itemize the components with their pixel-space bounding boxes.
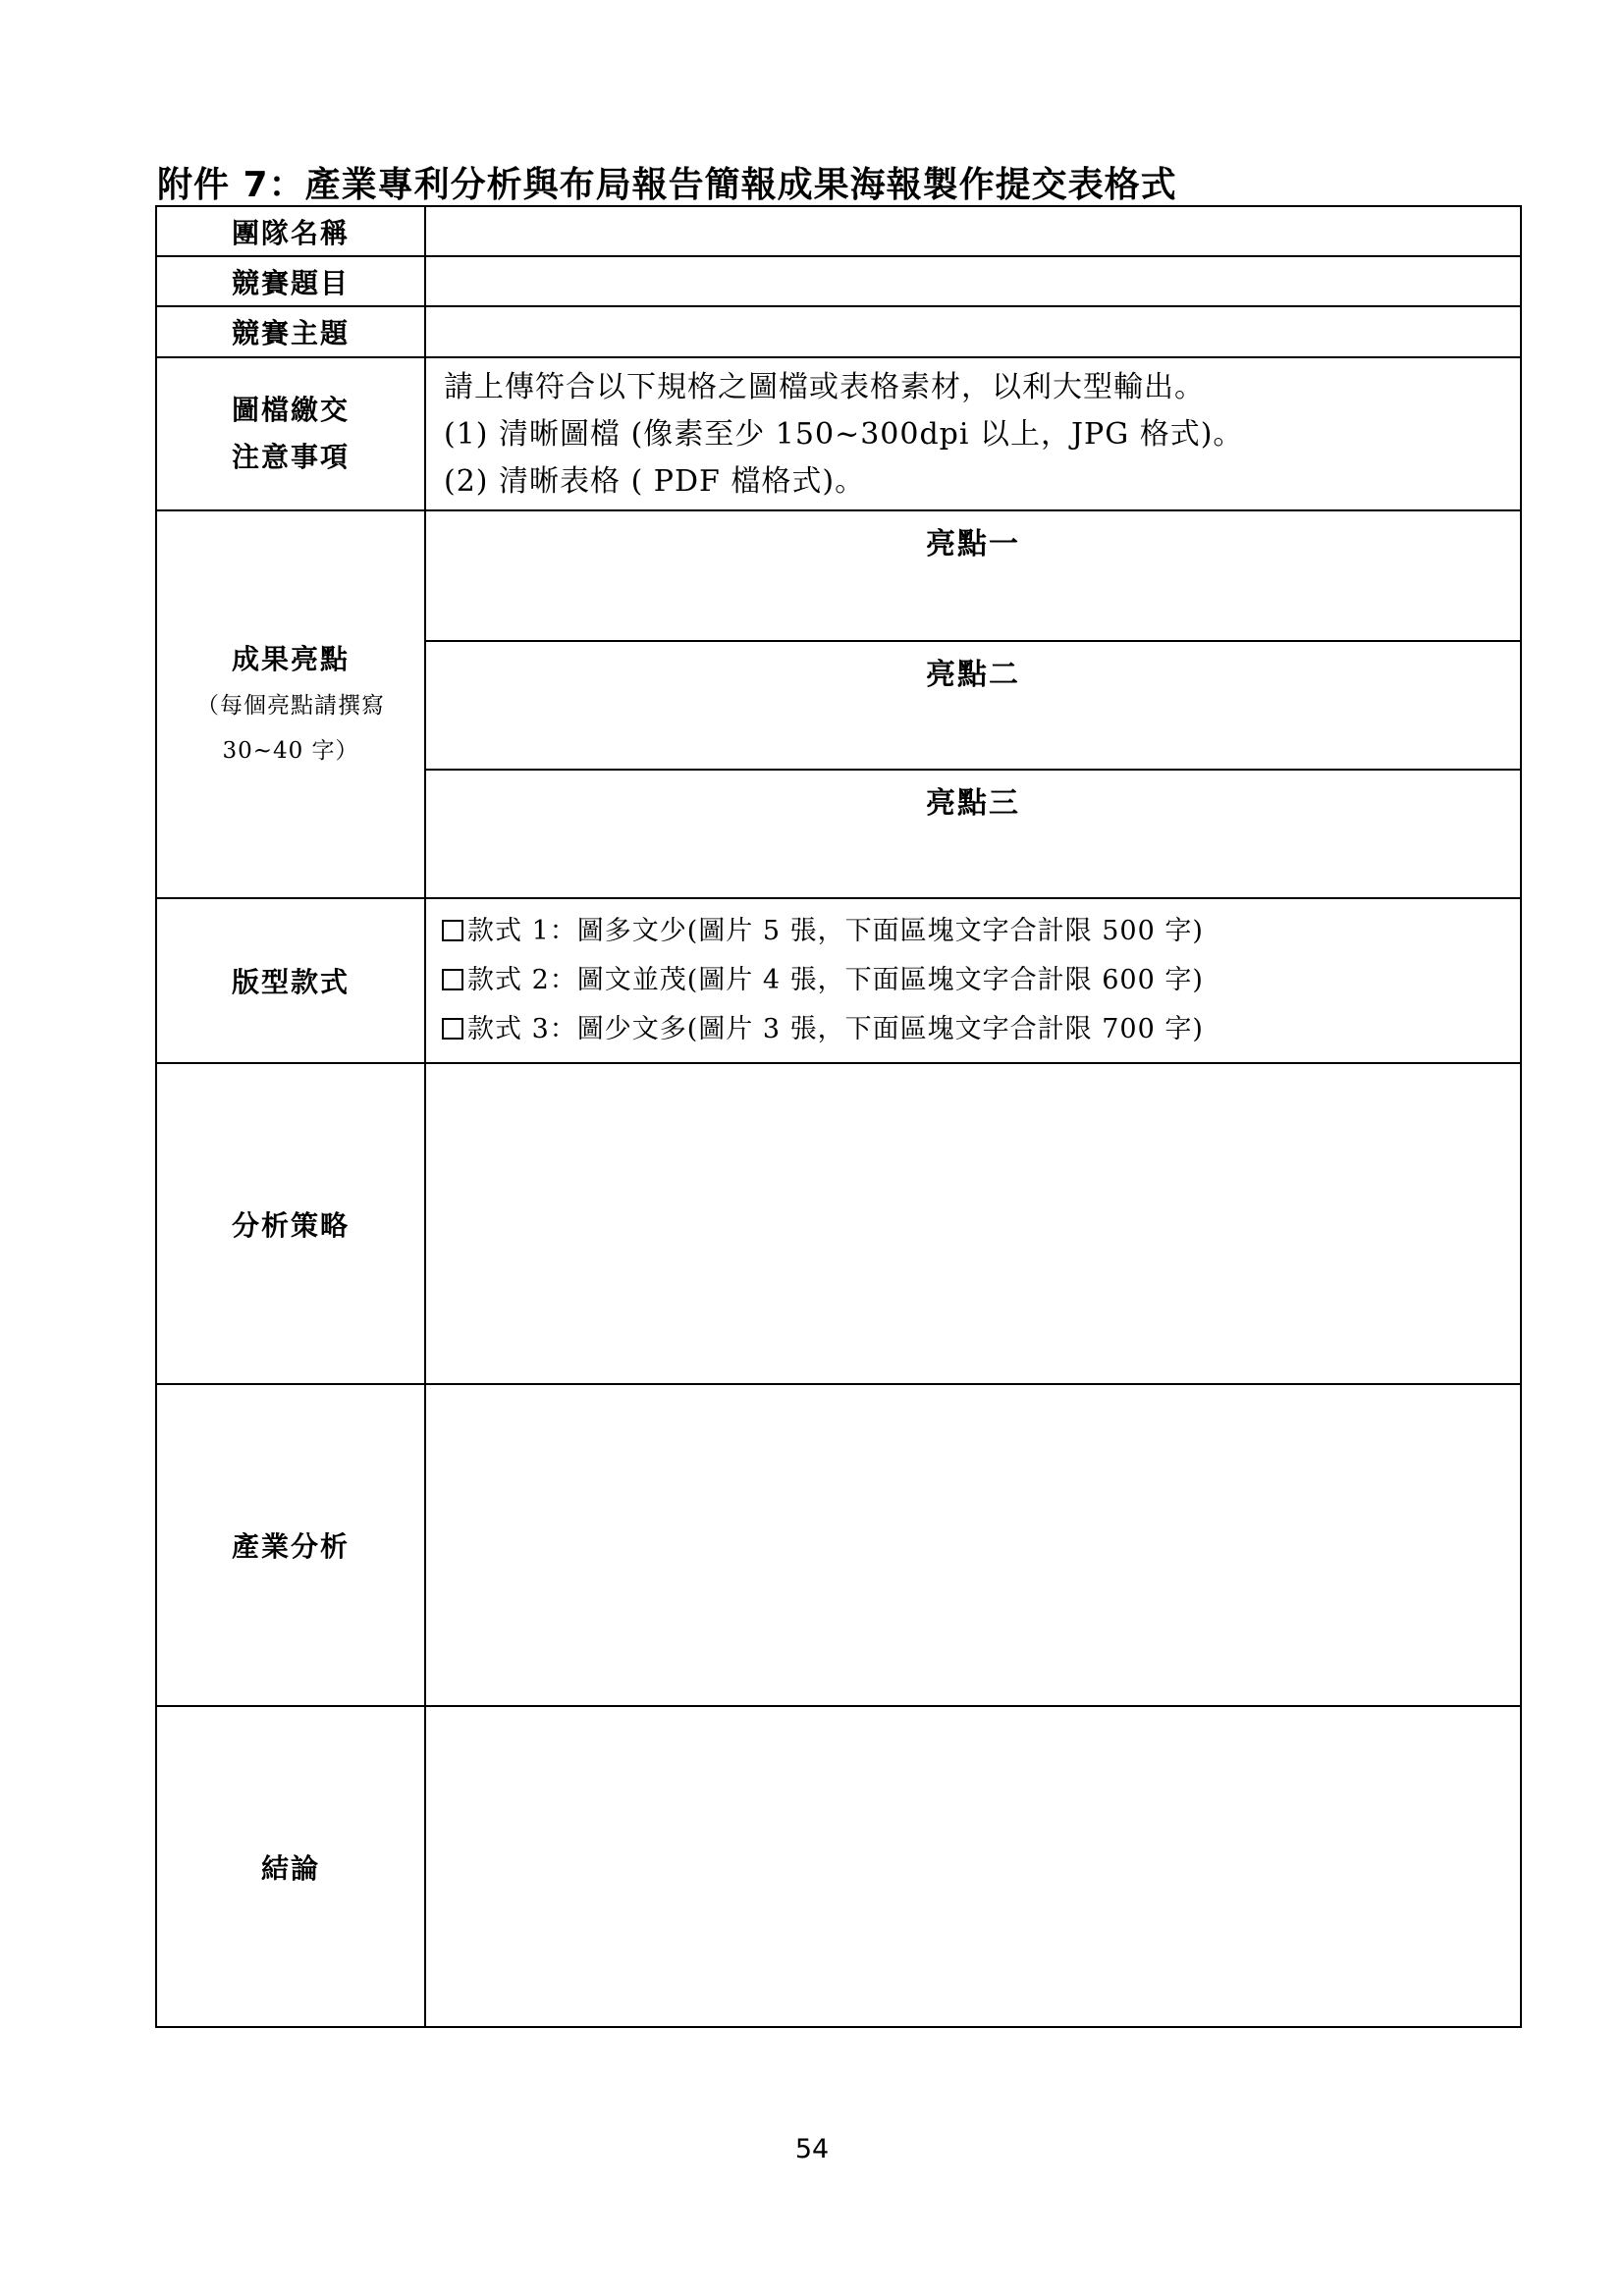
topic-field[interactable] bbox=[425, 256, 1521, 306]
file-notice-label bbox=[156, 357, 425, 510]
layout-style-options bbox=[425, 898, 1521, 1063]
strategy-row bbox=[156, 1063, 1521, 1384]
notice-line-table: (2) 清晰表格 ( PDF 檔格式)。 bbox=[444, 464, 866, 499]
highlight-2-title: 亮點二 bbox=[926, 658, 1020, 692]
layout-option-3[interactable] bbox=[442, 1005, 1520, 1054]
file-notice-row bbox=[156, 357, 1521, 510]
team-name-label: 團隊名稱 bbox=[156, 206, 425, 256]
highlight-2-box[interactable] bbox=[426, 640, 1520, 769]
layout-option-3-label: 款式 3：圖少文多(圖片 3 張，下面區塊文字合計限 700 字) bbox=[467, 1014, 1204, 1044]
notice-line-image: (1) 清晰圖檔 (像素至少 150~300dpi 以上，JPG 格式)。 bbox=[444, 417, 1244, 452]
theme-row bbox=[156, 306, 1521, 357]
notice-line-intro: 請上傳符合以下規格之圖檔或表格素材，以利大型輸出。 bbox=[444, 370, 1205, 404]
highlights-row bbox=[156, 510, 1521, 898]
industry-label: 產業分析 bbox=[156, 1384, 425, 1706]
highlights-note-line2: 30~40 字） bbox=[222, 737, 359, 764]
layout-option-1-label: 款式 1：圖多文少(圖片 5 張，下面區塊文字合計限 500 字) bbox=[467, 916, 1204, 946]
file-notice-label-line1: 圖檔繳交 bbox=[231, 394, 350, 426]
topic-label: 競賽題目 bbox=[156, 256, 425, 306]
submission-form-table bbox=[155, 205, 1522, 2028]
highlights-content bbox=[425, 510, 1521, 898]
theme-label: 競賽主題 bbox=[156, 306, 425, 357]
file-notice-content bbox=[425, 357, 1521, 510]
layout-option-2-label: 款式 2：圖文並茂(圖片 4 張，下面區塊文字合計限 600 字) bbox=[467, 965, 1204, 995]
file-notice-label-line2: 注意事項 bbox=[231, 441, 350, 473]
checkbox-option-3[interactable] bbox=[442, 1018, 463, 1040]
conclusion-label: 結論 bbox=[156, 1706, 425, 2027]
document-title: 附件 7：產業專利分析與布局報告簡報成果海報製作提交表格式 bbox=[157, 165, 1177, 205]
checkbox-option-2[interactable] bbox=[442, 969, 463, 990]
page-number: 54 bbox=[794, 2134, 830, 2164]
highlight-1-box[interactable] bbox=[426, 511, 1520, 640]
highlights-note-line1: （每個亮點請撰寫 bbox=[196, 692, 385, 719]
layout-option-2[interactable] bbox=[442, 956, 1520, 1005]
topic-row bbox=[156, 256, 1521, 306]
highlight-1-title: 亮點一 bbox=[926, 527, 1020, 561]
theme-field[interactable] bbox=[425, 306, 1521, 357]
layout-option-1[interactable] bbox=[442, 907, 1520, 956]
conclusion-row bbox=[156, 1706, 1521, 2027]
layout-style-label: 版型款式 bbox=[156, 898, 425, 1063]
team-name-field[interactable] bbox=[425, 206, 1521, 256]
checkbox-option-1[interactable] bbox=[442, 920, 463, 941]
strategy-label: 分析策略 bbox=[156, 1063, 425, 1384]
highlight-3-box[interactable] bbox=[426, 769, 1520, 897]
industry-field[interactable] bbox=[425, 1384, 1521, 1706]
highlights-label: 成果亮點 bbox=[231, 642, 350, 675]
highlight-3-title: 亮點三 bbox=[926, 786, 1020, 821]
team-name-row bbox=[156, 206, 1521, 256]
conclusion-field[interactable] bbox=[425, 1706, 1521, 2027]
highlights-label-cell bbox=[156, 510, 425, 898]
industry-row bbox=[156, 1384, 1521, 1706]
strategy-field[interactable] bbox=[425, 1063, 1521, 1384]
layout-style-row bbox=[156, 898, 1521, 1063]
